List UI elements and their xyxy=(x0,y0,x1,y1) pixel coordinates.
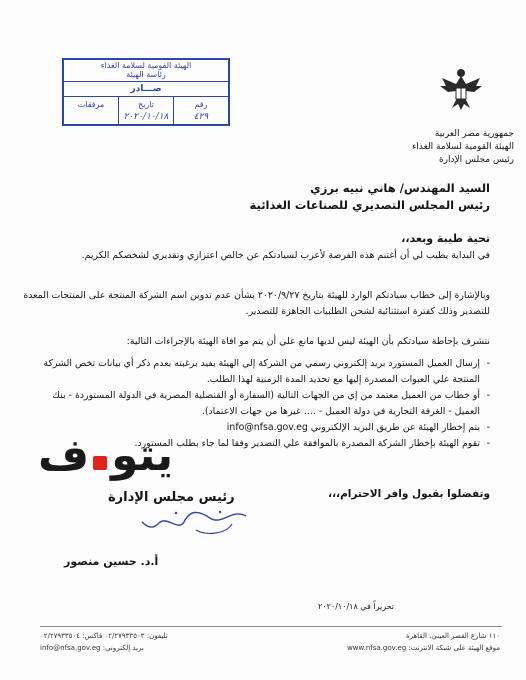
watermark-text-right: يتو xyxy=(111,430,174,481)
footer-address-block xyxy=(280,630,500,654)
watermark-text-left: ف xyxy=(38,430,90,481)
org-authority: الهيئة القومية لسلامة الغذاء xyxy=(412,142,514,152)
addressee xyxy=(50,180,490,214)
list-item: - يتم إخطار الهيئة عن طريق البريد الإلكتروني info@nfsa.gov.eg xyxy=(28,420,490,436)
site-watermark xyxy=(38,430,174,481)
list-item: - تقوم الهيئة بإخطار الشركة المصدرة بالموافقة علي التصدير وفقا لما جاء بطلب المستورد. xyxy=(28,436,490,452)
footer-address: ١١٠ شارع القصر العيني، القاهرة xyxy=(405,632,500,640)
stamp-number-cell xyxy=(173,97,228,125)
list-item: - إرسال العميل المستورد بريد إلكتروني رسمي من الشركة إلي الهيئة يفيد برغبته بعدم ذكر أي بيانات تخص الشركة المنتجة علي العبوات المصدرة إليها مع تحديد المدة الزمنية لهذا الطلب. xyxy=(28,356,490,388)
footer-email: بريد إلكتروني: info@nfsa.gov.eg xyxy=(40,644,144,652)
org-office: رئيس مجلس الإدارة xyxy=(438,155,514,165)
issuing-organization xyxy=(354,128,514,167)
stamp-date-label: تاريخ xyxy=(138,100,154,109)
stamp-fields xyxy=(64,97,228,125)
stamp-org: الهيئة القومية لسلامة الغذاء xyxy=(100,61,192,70)
footer-website: موقع الهيئة على شبكة الانترنت: www.nfsa.gov.eg xyxy=(347,644,500,652)
addressee-name: السيد المهندس/ هاني نبيه برزي xyxy=(310,181,490,195)
stamp-attachments-label: مرفقات xyxy=(77,100,105,109)
handwritten-signature xyxy=(136,504,256,544)
paragraph-decision: نتشرف بإحاطة سيادتكم بأن الهيئة ليس لديها مانع علي أن يتم مو افاة الهيئة بالإجراءات التالية: xyxy=(126,336,490,347)
stamp-header xyxy=(64,60,228,82)
watermark-red-square xyxy=(93,456,107,470)
egypt-eagle-emblem xyxy=(436,64,486,114)
stamp-date-cell xyxy=(118,97,173,125)
stamp-office: رئاسة الهيئة xyxy=(126,70,166,79)
paragraph-intro: في البداية يطيب لي أن أغتنم هذه الفرصة لأعرب لسيادتكم عن خالص اعتزازي وتقديري لشخصكم الكريم. xyxy=(81,250,490,261)
org-country: جمهورية مصر العربية xyxy=(434,129,514,139)
stamp-number-value: ٤٢٩ xyxy=(193,112,209,122)
paragraph-reference: وبالإشارة إلى خطاب سيادتكم الوارد للهيئة بتاريخ ٢٠٢٠/٩/٢٧ بشأن عدم تدوين اسم الشركة المنتجة على المنتجات المعدة للتصدير وذلك كفترة استثنائية لشحن الطلبيات الجاهزة للتصدير. xyxy=(23,290,490,317)
stamp-type: صـــادر xyxy=(64,82,228,97)
stamp-attachments-cell xyxy=(64,97,118,125)
addressee-title: رئيس المجلس التصديري للصناعات الغذائية xyxy=(249,198,490,212)
stamp-date-value: ٢٠٢٠/١٠/١٨ xyxy=(123,112,169,122)
stamp-number-label: رقم xyxy=(194,100,208,109)
signatory-title: رئيس مجلس الإدارة xyxy=(108,490,235,505)
footer-divider xyxy=(40,626,502,627)
outgoing-stamp xyxy=(62,58,230,126)
issue-date: تحريراً في ٢٠٢٠/١٠/١٨ xyxy=(318,602,395,611)
footer-contact-block xyxy=(40,630,280,654)
signatory-name: أ.د. حسين منصور xyxy=(64,555,159,568)
greeting: تحية طيبة وبعد،، xyxy=(401,232,490,245)
closing-line: وتفضلوا بقبول وافر الاحترام،،، xyxy=(328,488,490,500)
list-item: - أو خطاب من العميل معتمد من إي من الجهات التالية (السفارة أو القنصلية المصرية في الدولة المستوردة - بنك العميل - الغرفة التجارية في دولة العميل - .... غيرها من جهات الاعتماد). xyxy=(28,388,490,420)
footer-phone: تليفون: ٠٢/٢٧٩٣٣٥٠٣ فاكس: ٠٢/٢٧٩٣٣٥٠٤ xyxy=(40,632,168,640)
